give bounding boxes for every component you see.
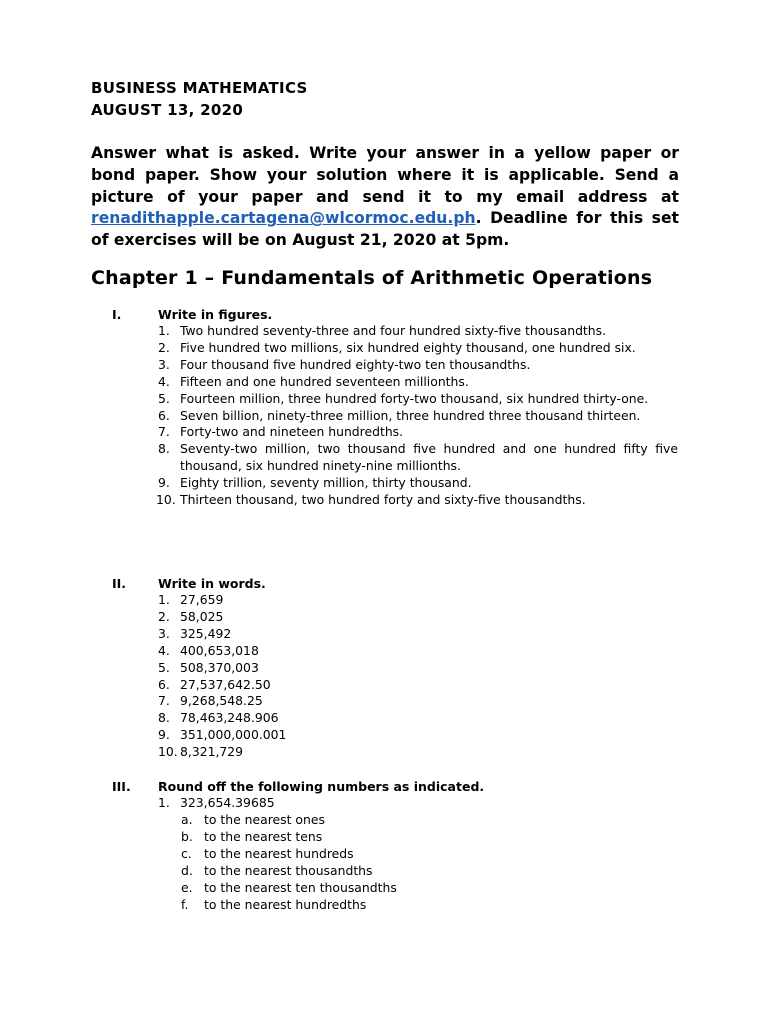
- list-item: [0, 626, 678, 643]
- item-number: 1.: [158, 592, 170, 607]
- item-number: 5.: [158, 390, 170, 406]
- section-title: Write in figures.: [158, 307, 273, 322]
- subitem-letter: a.: [181, 812, 193, 827]
- list-item: [0, 323, 678, 340]
- sub-list-item: [0, 863, 768, 880]
- item-text: Four thousand five hundred eighty-two ten thousandths.: [180, 356, 531, 372]
- list-item: [0, 710, 678, 727]
- item-text: Seven billion, ninety-three million, three hundred three thousand thirteen.: [180, 407, 641, 423]
- list-item: [0, 643, 678, 660]
- subitem-letter: c.: [181, 845, 192, 861]
- subitem-text: to the nearest thousandths: [204, 862, 373, 878]
- list-item: [0, 357, 678, 374]
- list-item: [0, 677, 678, 694]
- item-number: 2.: [158, 608, 170, 624]
- item-number: 8.: [158, 710, 170, 726]
- item-text: 27,659: [180, 592, 224, 607]
- subitem-letter: b.: [181, 828, 193, 844]
- sub-list-item: [0, 897, 768, 914]
- item-text: 27,537,642.50: [180, 676, 271, 692]
- list-item: [0, 727, 678, 744]
- instructions-text-after: . Deadline for this set of exercises will be on August 21, 2020 at 5pm.: [91, 209, 679, 250]
- list-item: [0, 475, 678, 492]
- email-link[interactable]: renadithapple.cartagena@wlcormoc.edu.ph: [91, 209, 476, 228]
- subject-heading: BUSINESS MATHEMATICS: [91, 79, 308, 97]
- subitem-text: to the nearest ones: [204, 812, 325, 827]
- item-text: Thirteen thousand, two hundred forty and sixty-five thousandths.: [180, 492, 586, 508]
- item-text: 400,653,018: [180, 642, 259, 658]
- item-text: Fourteen million, three hundred forty-two thousand, six hundred thirty-one.: [180, 390, 649, 406]
- item-number: 5.: [158, 659, 170, 675]
- list-item: [0, 592, 678, 609]
- item-number: 3.: [158, 625, 170, 641]
- list-item: [0, 424, 678, 441]
- list-item: [0, 609, 678, 626]
- item-text: 9,268,548.25: [180, 693, 263, 709]
- list-item: [0, 374, 678, 391]
- item-number: 2.: [158, 339, 170, 355]
- item-number: 1.: [158, 795, 170, 810]
- item-text: 325,492: [180, 625, 232, 641]
- item-number: 3.: [158, 356, 170, 372]
- sub-list-item: [0, 829, 768, 846]
- section-numeral: III.: [112, 779, 131, 794]
- section-title: Write in words.: [158, 576, 266, 591]
- sub-list-item: [0, 812, 768, 829]
- date-heading: AUGUST 13, 2020: [91, 101, 244, 119]
- subitem-letter: d.: [181, 862, 193, 878]
- subitem-text: to the nearest hundreds: [204, 845, 354, 861]
- item-number: 6.: [158, 676, 170, 692]
- item-number: 10.: [156, 492, 176, 508]
- item-number: 10.: [158, 744, 178, 760]
- subitem-text: to the nearest tens: [204, 828, 323, 844]
- item-text: 351,000,000.001: [180, 727, 287, 743]
- item-list: [0, 795, 768, 812]
- subitem-text: to the nearest hundredths: [204, 896, 367, 912]
- section-title: Round off the following numbers as indicated.: [158, 779, 485, 794]
- sub-list-item: [0, 846, 768, 863]
- list-item: [0, 408, 678, 425]
- list-item: [0, 492, 678, 509]
- item-text: Seventy-two million, two thousand five hundred and one hundred fifty five thousand, six hundred ninety-nine millionths.: [180, 441, 678, 474]
- item-number: 8.: [158, 441, 170, 457]
- subitem-text: to the nearest ten thousandths: [204, 879, 397, 895]
- section-numeral: I.: [112, 307, 122, 322]
- list-item: [0, 795, 678, 812]
- list-item: [0, 660, 678, 677]
- item-text: Eighty trillion, seventy million, thirty thousand.: [180, 475, 472, 491]
- item-text: 78,463,248.906: [180, 710, 279, 726]
- item-text: 58,025: [180, 608, 224, 624]
- list-item: [0, 391, 678, 408]
- item-list: [0, 323, 768, 509]
- item-list: [0, 592, 768, 761]
- item-number: 4.: [158, 373, 170, 389]
- item-text: 323,654.39685: [180, 795, 275, 810]
- item-text: 8,321,729: [180, 744, 244, 760]
- list-item: [0, 441, 678, 475]
- item-number: 6.: [158, 407, 170, 423]
- list-item: [0, 744, 678, 761]
- instructions-text-before: Answer what is asked. Write your answer in a yellow paper or bond paper. Show your solution where it is applicable. Send a picture of your paper and send it to my email address at: [91, 144, 679, 206]
- item-number: 7.: [158, 424, 170, 440]
- item-number: 9.: [158, 475, 170, 491]
- item-text: 508,370,003: [180, 659, 259, 675]
- sub-list-item: [0, 880, 768, 897]
- item-text: Five hundred two millions, six hundred eighty thousand, one hundred six.: [180, 339, 636, 355]
- item-number: 4.: [158, 642, 170, 658]
- subitem-letter: e.: [181, 879, 193, 895]
- item-number: 7.: [158, 693, 170, 709]
- item-text: Two hundred seventy-three and four hundred sixty-five thousandths.: [180, 323, 607, 338]
- list-item: [0, 340, 678, 357]
- item-text: Forty-two and nineteen hundredths.: [180, 424, 404, 440]
- subitem-list: [0, 812, 768, 913]
- item-number: 1.: [158, 323, 170, 338]
- subitem-letter: f.: [181, 896, 189, 912]
- item-number: 9.: [158, 727, 170, 743]
- list-item: [0, 693, 678, 710]
- item-text: Fifteen and one hundred seventeen millionths.: [180, 373, 469, 389]
- instructions-paragraph: [91, 143, 679, 252]
- section-numeral: II.: [112, 576, 127, 591]
- chapter-title: Chapter 1 – Fundamentals of Arithmetic Operations: [91, 267, 653, 289]
